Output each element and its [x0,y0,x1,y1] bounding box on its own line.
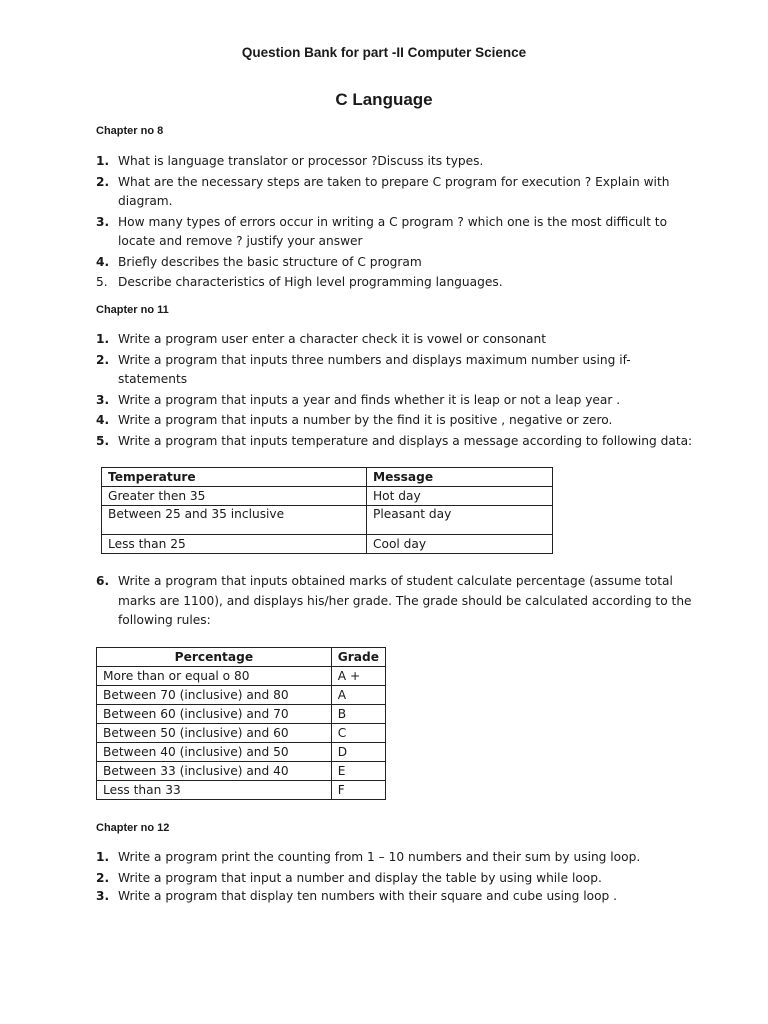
table-cell: D [331,743,385,762]
temperature-table [101,467,553,554]
question-text: Briefly describes the basic structure of C program [118,254,422,269]
table-cell: Between 40 (inclusive) and 50 [97,743,332,762]
table-cell: C [331,724,385,743]
table-row [97,686,386,705]
table-row [97,724,386,743]
column-header: Grade [331,648,385,667]
question-item [96,432,696,452]
question-number: 1. [96,154,110,168]
column-header: Message [367,468,553,487]
question-text: Write a program that inputs obtained marks of student calculate percentage (assume total marks are 1100), and displays his/her grade. The grade should be calculated according to the following rules: [118,574,692,627]
table-cell: B [331,705,385,724]
table-header-row [102,468,553,487]
question-text: Write a program that inputs a number by the find it is positive , negative or zero. [118,413,613,427]
question-number: 1. [96,850,110,864]
table-row [97,781,386,800]
question-number: 2. [96,870,110,885]
chapter-heading: Chapter no 11 [96,304,169,316]
table-row [102,535,553,554]
document-title: Question Bank for part -II Computer Science [241,45,527,60]
question-item [96,869,696,889]
question-number: 2. [96,174,110,189]
question-number: 5. [96,433,110,448]
table-cell: Between 70 (inclusive) and 80 [97,686,332,705]
question-text: Write a program that inputs temperature and displays a message according to following data: [118,433,693,448]
table-row [102,487,553,506]
question-item [96,152,696,172]
grade-table [96,647,386,800]
question-text: Write a program that display ten numbers with their square and cube using loop . [118,889,618,903]
question-number: 4. [96,413,110,427]
table-row [97,667,386,686]
question-number: 1. [96,332,110,346]
question-number: 3. [96,889,110,903]
question-item [96,391,696,411]
question-item [96,253,696,273]
column-header: Temperature [102,468,367,487]
question-text: Describe characteristics of High level programming languages. [118,275,503,289]
table-cell: Less than 33 [97,781,332,800]
question-item [96,411,696,431]
question-text: How many types of errors occur in writing a C program ? which one is the most difficult to locate and remove ? justify your answer [118,214,668,248]
question-item [96,330,696,350]
table-cell: E [331,762,385,781]
question-text: Write a program that inputs a year and finds whether it is leap or not a leap year . [118,392,621,407]
question-number: 2. [96,352,110,367]
table-cell: Between 50 (inclusive) and 60 [97,724,332,743]
question-item [96,848,696,868]
question-number: 4. [96,254,110,269]
question-text: Write a program print the counting from 1 – 10 numbers and their sum by using loop. [118,850,641,864]
table-row [97,762,386,781]
table-row [97,705,386,724]
question-item [96,887,696,907]
question-text: Write a program user enter a character check it is vowel or consonant [118,332,547,346]
table-cell: F [331,781,385,800]
question-text: Write a program that inputs three numbers and displays maximum number using if-statements [118,352,631,386]
table-cell: Less than 25 [102,535,367,554]
chapter-heading: Chapter no 12 [96,822,170,834]
question-text: What are the necessary steps are taken to prepare C program for execution ? Explain with diagram. [118,174,670,208]
question-list-ch11 [96,330,696,452]
table-cell: A [331,686,385,705]
table-cell: Between 60 (inclusive) and 70 [97,705,332,724]
question-number: 5. [96,275,108,289]
table-cell: Between 33 (inclusive) and 40 [97,762,332,781]
question-item [96,572,696,631]
table-cell: Pleasant day [367,506,553,535]
question-item [96,273,696,293]
document-subtitle: C Language [335,90,433,109]
table-header-row [97,648,386,667]
question-text: What is language translator or processor ?Discuss its types. [118,154,484,168]
table-cell: Cool day [367,535,553,554]
question-text: Write a program that input a number and display the table by using while loop. [118,870,602,885]
question-item [96,173,696,212]
table-cell: Greater then 35 [102,487,367,506]
table-cell: Hot day [367,487,553,506]
table-cell: Between 25 and 35 inclusive [102,506,367,535]
question-list-ch12 [96,848,696,908]
question-number: 3. [96,214,110,229]
column-header: Percentage [97,648,332,667]
table-row [102,506,553,535]
question-number: 3. [96,392,110,407]
question-list-ch8 [96,152,696,294]
question-list-ch11-cont [96,572,696,632]
table-row [97,743,386,762]
chapter-heading: Chapter no 8 [96,125,164,137]
table-cell: More than or equal o 80 [97,667,332,686]
question-item [96,213,696,252]
question-number: 6. [96,574,110,588]
table-cell: A + [331,667,385,686]
question-item [96,351,696,390]
